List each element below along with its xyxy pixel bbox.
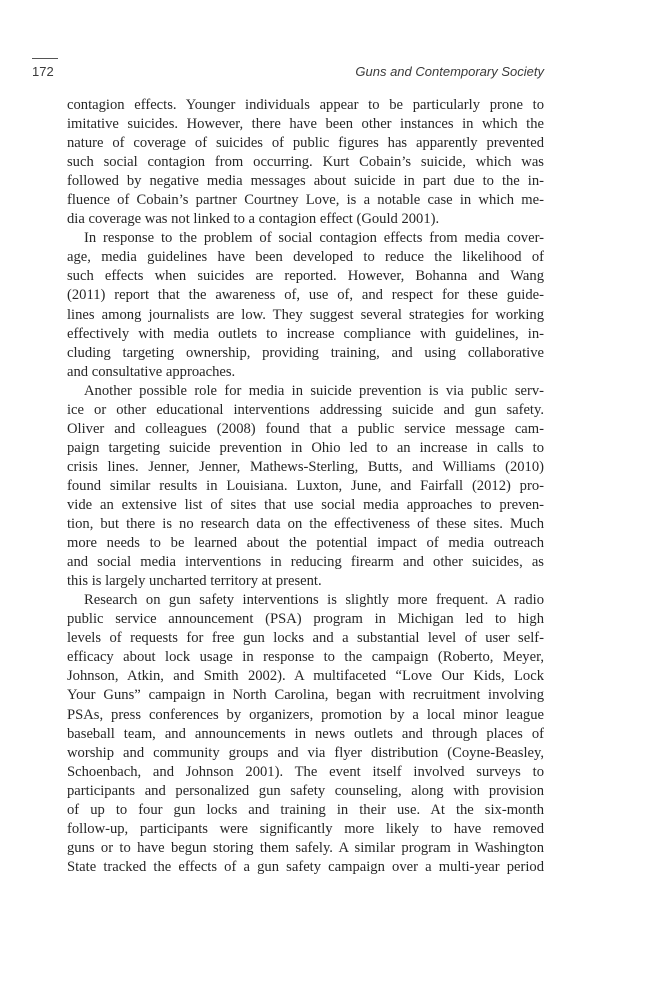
text-line: such effects when suicides are reported. However, Bohanna and Wang bbox=[67, 268, 544, 285]
text-line: Research on gun safety interventions is slightly more frequent. A radio bbox=[84, 592, 544, 609]
text-line: Oliver and colleagues (2008) found that a public service message cam- bbox=[67, 420, 544, 437]
header-rule bbox=[32, 58, 58, 59]
paragraph bbox=[67, 382, 544, 592]
text-line: In response to the problem of social contagion effects from media cover- bbox=[84, 230, 544, 247]
text-line: cluding targeting ownership, providing training, and using collaborative bbox=[67, 344, 544, 361]
text-line: guns or to have begun storing them safely. A similar program in Washington bbox=[67, 839, 544, 856]
text-line: more needs to be learned about the potential impact of media outreach bbox=[67, 535, 544, 552]
text-line: and consultative approaches. bbox=[67, 363, 236, 380]
text-line: levels of requests for free gun locks and a substantial level of user self- bbox=[67, 630, 544, 647]
text-line: ice or other educational interventions addressing suicide and gun safety. bbox=[67, 401, 544, 418]
page-number: 172 bbox=[32, 64, 54, 79]
text-line: participants and personalized gun safety counseling, along with provision bbox=[67, 782, 544, 799]
paragraph bbox=[67, 591, 544, 877]
text-line: Another possible role for media in suicide prevention is via public serv- bbox=[84, 382, 544, 399]
text-line: crisis lines. Jenner, Jenner, Mathews-Sterling, Butts, and Williams (2010) bbox=[67, 458, 544, 475]
text-line: followed by negative media messages about suicide in part due to the in- bbox=[67, 173, 544, 190]
text-line: worship and community groups and via flyer distribution (Coyne-Beasley, bbox=[67, 744, 544, 761]
body-text bbox=[67, 96, 544, 877]
text-line: and social media interventions in reducing firearm and other suicides, as bbox=[67, 554, 544, 571]
text-line: dia coverage was not linked to a contagion effect (Gould 2001). bbox=[67, 211, 440, 228]
text-line: fluence of Cobain’s partner Courtney Love, is a notable case in which me- bbox=[67, 192, 544, 209]
text-line: vide an extensive list of sites that use social media approaches to preven- bbox=[67, 496, 544, 513]
paragraph bbox=[67, 229, 544, 381]
text-line: tion, but there is no research data on the effectiveness of these sites. Much bbox=[67, 516, 544, 533]
text-line: efficacy about lock usage in response to the campaign (Roberto, Meyer, bbox=[67, 649, 544, 666]
paragraph bbox=[67, 96, 544, 229]
text-line: follow-up, participants were significantly more likely to have removed bbox=[67, 820, 544, 837]
text-line: age, media guidelines have been developed to reduce the likelihood of bbox=[67, 249, 544, 266]
text-line: Your Guns” campaign in North Carolina, began with recruitment involving bbox=[67, 687, 544, 704]
text-line: Johnson, Atkin, and Smith 2002). A multifaceted “Love Our Kids, Lock bbox=[67, 668, 544, 685]
text-line: public service announcement (PSA) program in Michigan led to high bbox=[67, 611, 544, 628]
text-line: imitative suicides. However, there have been other instances in which the bbox=[67, 116, 544, 133]
text-line: paign targeting suicide prevention in Ohio led to an increase in calls to bbox=[67, 439, 544, 456]
text-line: baseball team, and announcements in news outlets and through places of bbox=[67, 725, 544, 742]
text-line: of up to four gun locks and training in their use. At the six-month bbox=[67, 801, 544, 818]
text-line: lines among journalists are low. They suggest several strategies for working bbox=[67, 306, 544, 323]
text-line: effectively with media outlets to increase compliance with guidelines, in- bbox=[67, 325, 544, 342]
text-line: contagion effects. Younger individuals appear to be particularly prone to bbox=[67, 97, 544, 113]
text-line: such social contagion from occurring. Kurt Cobain’s suicide, which was bbox=[67, 154, 544, 171]
text-line: PSAs, press conferences by organizers, promotion by a local minor league bbox=[67, 706, 544, 723]
text-line: found similar results in Louisiana. Luxton, June, and Fairfall (2012) pro- bbox=[67, 477, 544, 494]
running-title: Guns and Contemporary Society bbox=[355, 64, 544, 79]
text-line: nature of coverage of suicides of public figures has apparently prevented bbox=[67, 135, 544, 152]
text-line: Schoenbach, and Johnson 2001). The event itself involved surveys to bbox=[67, 763, 544, 780]
text-line: this is largely uncharted territory at present. bbox=[67, 573, 322, 590]
text-line: (2011) report that the awareness of, use of, and respect for these guide- bbox=[67, 287, 544, 304]
text-line: State tracked the effects of a gun safety campaign over a multi-year period bbox=[67, 858, 544, 875]
